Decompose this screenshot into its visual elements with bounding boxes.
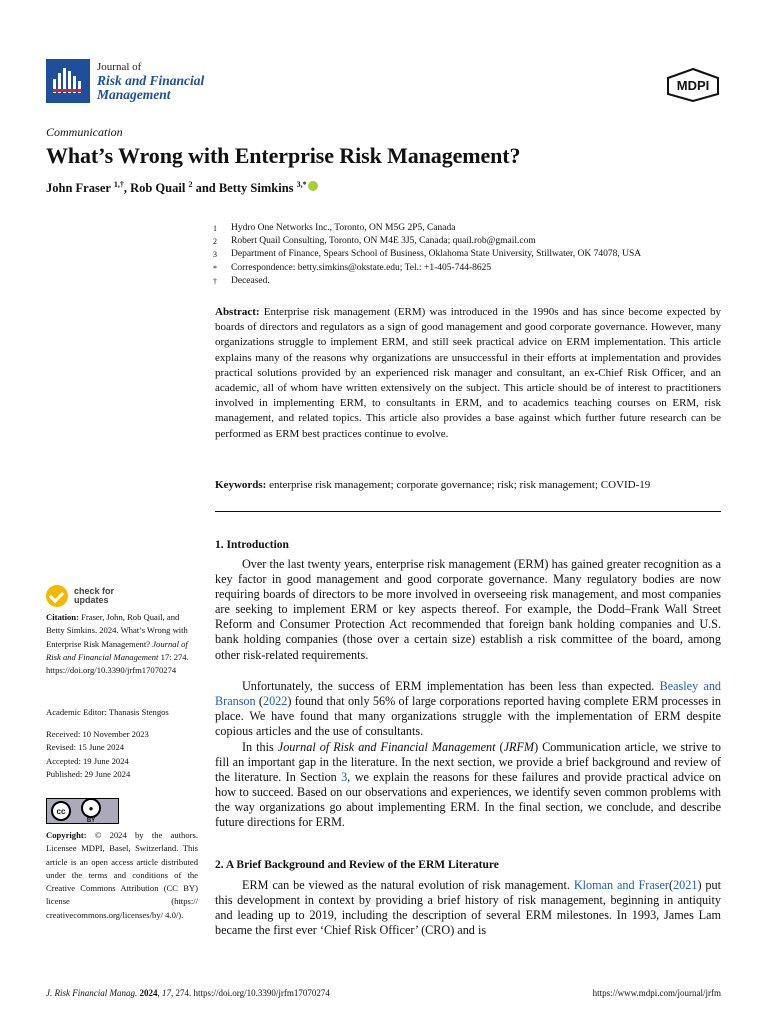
article-title: What’s Wrong with Enterprise Risk Management?	[46, 143, 521, 168]
citation-doi-link[interactable]: 17: 274. https://doi.org/10.3390/jrfm17070274	[46, 651, 189, 676]
mdpi-logo-text: MDPI	[676, 78, 710, 93]
check-icon	[46, 585, 68, 607]
orcid-icon[interactable]	[308, 181, 318, 191]
check-line1: check for	[74, 585, 115, 596]
cc-icon: cc	[51, 801, 71, 821]
citation-link[interactable]: Beasley and Branson	[215, 679, 722, 709]
article-type: Communication	[46, 125, 123, 139]
by-label: BY	[86, 818, 96, 824]
journal-name	[97, 60, 204, 102]
author-affil-mark: 2	[188, 180, 193, 189]
publication-dates	[46, 728, 198, 781]
journal-prefix: Journal of	[97, 61, 142, 73]
keywords-text: enterprise risk management; corporate governance; risk; risk management; COVID-19	[269, 479, 651, 491]
check-for-updates-badge[interactable]	[46, 585, 114, 607]
accepted-date: Accepted: 19 June 2024	[46, 755, 129, 766]
body-paragraph: ERM can be viewed as the natural evolution of risk management. Kloman and Fraser(2021) put this development in context by providing a brief history of risk management, beginning in antiquity and leading up to 2019, including the description of several ERM milestones. In 1993, James Lam became the first ever ‘Chief Risk Officer’ (CRO) and is	[215, 878, 721, 938]
section-divider	[215, 511, 721, 512]
author-list: John Fraser $^{1,\dagger}$, Rob Quail $^2$ and Betty Simkins $^{3,*}$	[46, 180, 318, 196]
author-affil-mark: 3,*	[296, 180, 307, 189]
body-paragraph: Over the last twenty years, enterprise risk management (ERM) has gained greater recognition as a key factor in good management and good corporate governance. Many regulatory bodies are now requiring boards of directors to be more involved in overseeing risk management, and most companies are seeking to implement ERM or key aspects thereof. For example, the Dodd–Frank Wall Street Reform and Consumer Protection Act recommended that foreign bank holding companies and U.S. bank holding companies (those over a certain size) establish a risk committee of the board, among other risk-related requirements.	[215, 557, 721, 662]
affiliation-item: 2 Robert Quail Consulting, Toronto, ON M4E 3J5, Canada; quail.rob@gmail.com	[213, 236, 536, 247]
author-name[interactable]: Betty Simkins	[218, 181, 294, 196]
abstract	[215, 305, 721, 442]
mdpi-logo-icon	[666, 68, 720, 102]
citation: Citation: Fraser, John, Rob Quail, and Betty Simkins. 2024. What’s Wrong with Enterprise Risk Management? Journal of Risk and Financial Management 17: 274. https://doi.org/10.3390/jrfm17070274	[46, 612, 189, 676]
citation-link[interactable]: Kloman and Fraser	[573, 878, 669, 892]
received-date: Received: 10 November 2023	[46, 729, 149, 739]
section-heading-background: 2. A Brief Background and Review of the ERM Literature	[215, 859, 499, 871]
abstract-label: Abstract:	[215, 306, 260, 318]
correspondence: * Correspondence: betty.simkins@okstate.edu; Tel.: +1-405-744-8625	[213, 262, 492, 273]
academic-editor: Academic Editor: Thanasis Stengos	[46, 707, 169, 717]
footer-citation: J. Risk Financial Manag. 2024, 17, 274. https://doi.org/10.3390/jrfm17070274	[46, 988, 330, 998]
affiliations	[213, 222, 641, 288]
person-icon: ●	[81, 798, 101, 818]
section-heading-introduction: 1. Introduction	[215, 539, 289, 551]
cc-by-license-icon[interactable]	[46, 798, 119, 824]
affiliation-item: 3 Department of Finance, Spears School of Business, Oklahoma State University, Stillwater, OK 74078, USA	[213, 249, 642, 260]
citation-year-link[interactable]: 2022	[262, 694, 288, 709]
footer-journal-url[interactable]: https://www.mdpi.com/journal/jrfm	[592, 988, 721, 998]
affiliation-item: 1 Hydro One Networks Inc., Toronto, ON M5G 2P5, Canada	[213, 223, 456, 233]
check-line2: updates	[74, 595, 109, 605]
section-ref-link[interactable]: 3	[341, 770, 348, 785]
author-affil-mark: 1,†	[113, 180, 124, 189]
abstract-text: Enterprise risk management (ERM) was introduced in the 1990s and has since become expected by boards of directors and regulators as a sign of good management and good corporate governance. However, many organizations struggle to implement ERM, and still seek practical advice on ERM implementation. This article explains many of the reasons why organizations are unsuccessful in their efforts at implementation and provides practical solutions provided by an experienced risk manager and consultant, an ex-Chief Risk Officer, and an academic, all of whom have written extensively on the subject. This article should be of interest to practitioners involved in implementing ERM, to consultants in ERM, and to academics teaching courses on ERM, risk management, and related topics. This article also provides a base against which further future research can be performed as ERM best practices continue to evolve.	[215, 306, 722, 440]
keywords-label: Keywords:	[215, 479, 267, 491]
keywords	[215, 478, 721, 493]
author-name[interactable]: John Fraser	[46, 181, 111, 196]
journal-logo-icon	[46, 59, 90, 103]
author-name[interactable]: Rob Quail	[130, 181, 186, 196]
revised-date: Revised: 15 June 2024	[46, 742, 125, 753]
deceased-note: † Deceased.	[213, 275, 270, 286]
copyright-notice: Copyright: © 2024 by the authors. Licensee MDPI, Basel, Switzerland. This article is an open access article distributed under the terms and conditions of the Creative Commons Attribution (CC BY) license (https:// creativecommons.org/licenses/by/ 4.0/).	[46, 830, 198, 920]
citation-year-link[interactable]: 2021	[673, 878, 698, 892]
journal-title-line1: Risk and Financial	[97, 73, 205, 88]
body-paragraph: Unfortunately, the success of ERM implementation has been less than expected. Beasley and Branson (2022) found that only 56% of large corporations reported having complete ERM processes in place. We have found that many organizations struggle with the implementation of ERM despite copious articles and the use of consultants.	[215, 679, 722, 739]
journal-title-line2: Management	[97, 87, 171, 102]
published-date: Published: 29 June 2024	[46, 768, 131, 779]
body-paragraph: In this Journal of Risk and Financial Management (JRFM) Communication article, we strive to fill an important gap in the literature. In the next section, we provide a brief background and review of the literature. In Section 3, we explain the reasons for these failures and provide practical advice on how to succeed. Based on our observations and experiences, we identify seven common problems with the way organizations go about implementing ERM. In the final section, we conclude, and describe future directions for ERM.	[215, 740, 722, 830]
